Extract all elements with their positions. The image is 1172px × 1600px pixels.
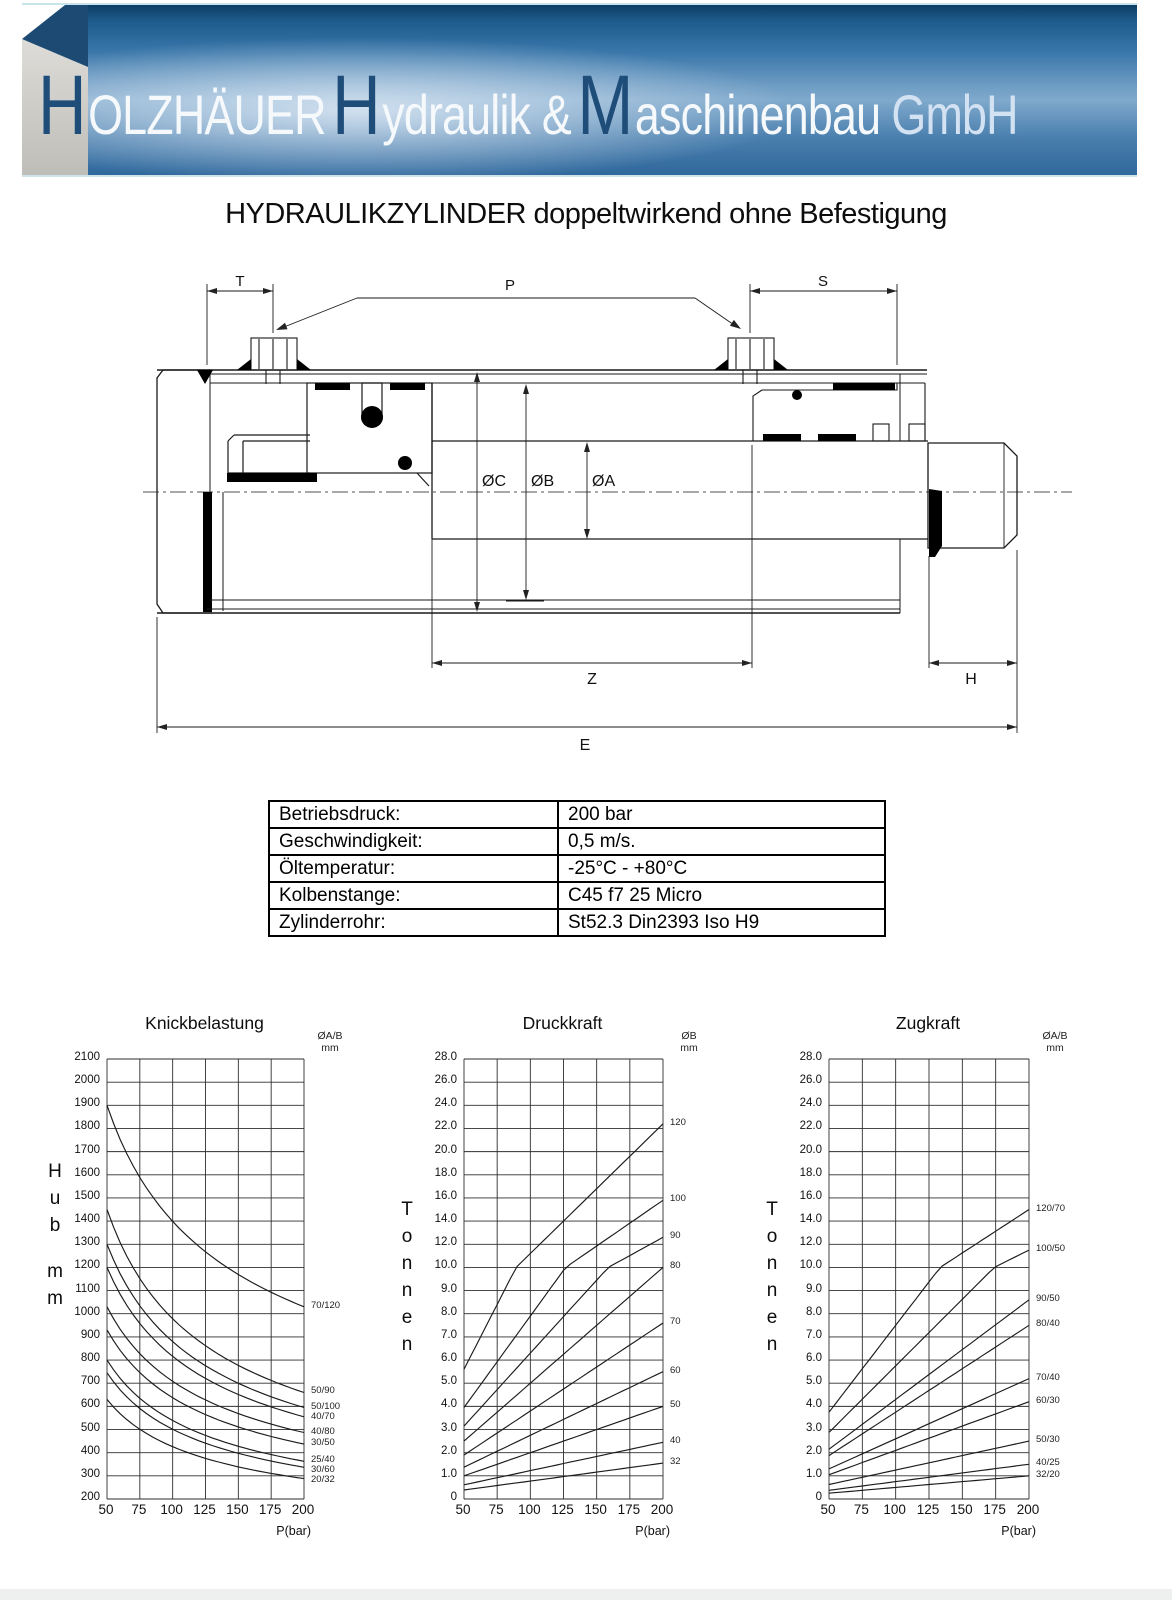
curve-label: 40/70 <box>311 1410 335 1422</box>
y-tick-label: 4.0 <box>441 1398 457 1411</box>
dimension-labels <box>235 273 976 754</box>
dim-label-ob: ØB <box>531 473 555 490</box>
dim-label-p: P <box>504 277 516 294</box>
x-tick-label: 175 <box>617 1502 641 1517</box>
chart-xaxis-label: P(bar) <box>276 1524 311 1538</box>
curve-label: 50/30 <box>1036 1434 1060 1446</box>
grid <box>464 1059 663 1499</box>
table-row <box>269 828 885 855</box>
ylabel-letter: m <box>47 1288 63 1309</box>
curve-label: 32/20 <box>1036 1468 1060 1480</box>
curve-label: 50/100 <box>311 1400 341 1412</box>
y-tick-label: 1600 <box>74 1166 100 1179</box>
x-tick-label: 125 <box>916 1502 940 1517</box>
logo-word-olzhauer: OLZHÄUER <box>88 83 326 146</box>
curve-label: 90 <box>670 1230 681 1242</box>
x-tick-label: 75 <box>488 1502 504 1517</box>
y-tick-label: 1500 <box>74 1189 100 1202</box>
y-tick-label: 1400 <box>74 1213 100 1226</box>
curve-label: 60 <box>670 1364 681 1376</box>
table-row <box>269 909 885 936</box>
x-tick-label: 200 <box>291 1502 315 1517</box>
ylabel-letter: n <box>766 1253 778 1274</box>
ylabel-letter: T <box>401 1199 413 1220</box>
chart-plot <box>106 1058 305 1500</box>
ylabel-letter: n <box>401 1253 413 1274</box>
y-tick-label: 9.0 <box>441 1282 457 1295</box>
y-tick-label: 600 <box>80 1398 100 1411</box>
y-tick-label: 2.0 <box>806 1444 822 1457</box>
chart-xaxis-label: P(bar) <box>1001 1524 1036 1538</box>
y-tick-label: 2.0 <box>441 1444 457 1457</box>
y-tick-label: 700 <box>80 1375 100 1388</box>
x-tick-label: 100 <box>883 1502 906 1517</box>
curve-label: 30/50 <box>311 1437 335 1449</box>
y-tick-label: 20.0 <box>799 1143 822 1156</box>
y-tick-label: 0 <box>815 1491 822 1503</box>
curve-label: 80/40 <box>1036 1318 1060 1330</box>
y-tick-label: 26.0 <box>434 1074 457 1087</box>
x-tick-label: 75 <box>131 1502 147 1517</box>
y-tick-label: 12.0 <box>799 1236 822 1249</box>
y-tick-label: 18.0 <box>799 1166 822 1179</box>
y-tick-label: 900 <box>80 1328 100 1341</box>
x-tick-label: 100 <box>518 1502 541 1517</box>
chart-title: Druckkraft <box>522 1013 603 1033</box>
spec-table <box>268 800 886 937</box>
y-tick-label: 8.0 <box>441 1305 457 1318</box>
y-tick-label: 10.0 <box>434 1259 457 1272</box>
logo-letter-h1: H <box>38 58 87 152</box>
y-tick-label: 5.0 <box>806 1375 822 1388</box>
y-tick-label: 10.0 <box>799 1259 822 1272</box>
piston-rod <box>432 383 928 539</box>
x-tick-label: 150 <box>584 1502 607 1517</box>
y-tick-label: 8.0 <box>806 1305 822 1318</box>
curve-label: 20/32 <box>311 1474 335 1486</box>
logo-letter-h2: H <box>332 58 381 152</box>
y-tick-label: 800 <box>80 1352 100 1365</box>
curve-label: 50/90 <box>311 1385 335 1397</box>
curve-label: 120/70 <box>1036 1202 1066 1214</box>
grid <box>829 1059 1029 1499</box>
spec-value: 200 bar <box>558 801 885 828</box>
ylabel-letter: m <box>47 1261 63 1282</box>
y-tick-label: 16.0 <box>799 1189 822 1202</box>
y-tick-label: 14.0 <box>799 1213 822 1226</box>
chart-title: Knickbelastung <box>145 1013 264 1033</box>
y-tick-label: 28.0 <box>434 1051 457 1063</box>
logo-word-gmbh: GmbH <box>891 83 1018 146</box>
ylabel-letter: e <box>766 1307 778 1328</box>
y-tick-label: 0 <box>450 1491 457 1503</box>
curve-label: 80 <box>670 1260 681 1272</box>
x-tick-label: 50 <box>455 1502 471 1517</box>
y-tick-label: 18.0 <box>434 1166 457 1179</box>
curve-label: 70/120 <box>311 1299 341 1311</box>
y-tick-label: 22.0 <box>799 1120 822 1133</box>
y-tick-label: 16.0 <box>434 1189 457 1202</box>
curve-label: 100/50 <box>1036 1243 1066 1255</box>
x-tick-label: 50 <box>820 1502 836 1517</box>
chart-unit-label: ØB mm <box>680 1030 698 1054</box>
ylabel-letter: H <box>48 1161 62 1182</box>
spec-value: C45 f7 25 Micro <box>558 882 885 909</box>
logo-word-maschinenbau: aschinenbau <box>634 83 881 146</box>
y-tick-label: 14.0 <box>434 1213 457 1226</box>
y-tick-label: 1200 <box>74 1259 100 1272</box>
spec-label: Öltemperatur: <box>269 855 558 882</box>
ylabel-letter: n <box>401 1280 413 1301</box>
x-tick-label: 200 <box>1016 1502 1040 1517</box>
spec-label: Kolbenstange: <box>269 882 558 909</box>
curve-label: 30/60 <box>311 1464 335 1476</box>
y-tick-label: 1.0 <box>806 1467 822 1480</box>
chart-xaxis-label: P(bar) <box>635 1524 670 1538</box>
page-title: HYDRAULIKZYLINDER doppeltwirkend ohne Befestigung <box>225 198 947 230</box>
dim-label-e: E <box>579 737 591 754</box>
curve-label: 40/80 <box>311 1425 335 1437</box>
curve-label: 60/30 <box>1036 1394 1060 1406</box>
x-tick-label: 125 <box>193 1502 216 1517</box>
x-tick-label: 50 <box>98 1502 114 1517</box>
ylabel-letter: T <box>766 1199 778 1220</box>
company-logo <box>38 58 1018 152</box>
chart-title: Zugkraft <box>895 1013 961 1033</box>
dim-label-z: Z <box>587 671 597 688</box>
chart-unit-label: ØA/B mm <box>1042 1030 1068 1054</box>
spec-value: -25°C - +80°C <box>558 855 885 882</box>
grid <box>107 1059 304 1499</box>
table-row <box>269 801 885 828</box>
y-tick-label: 1.0 <box>441 1467 457 1480</box>
rod-end-head <box>928 443 1017 557</box>
y-tick-label: 26.0 <box>799 1074 822 1087</box>
y-tick-label: 2000 <box>74 1074 100 1087</box>
curve-label: 40/25 <box>1036 1457 1060 1469</box>
piston-assembly <box>227 383 432 486</box>
y-tick-label: 4.0 <box>806 1398 822 1411</box>
weld-mark <box>197 370 213 384</box>
dimension-lines <box>157 284 1017 733</box>
dim-label-oc: ØC <box>482 473 506 490</box>
page-edge-strip <box>0 1589 1172 1600</box>
x-tick-label: 125 <box>551 1502 574 1517</box>
ylabel-letter: n <box>766 1280 778 1301</box>
y-tick-label: 7.0 <box>441 1328 457 1341</box>
x-tick-label: 75 <box>853 1502 869 1517</box>
x-tick-label: 175 <box>258 1502 282 1517</box>
y-tick-label: 1000 <box>74 1305 100 1318</box>
end-cap <box>157 370 223 613</box>
rod-gland <box>753 383 925 441</box>
dim-label-oa: ØA <box>592 473 616 490</box>
x-tick-label: 200 <box>650 1502 674 1517</box>
curve-label: 50 <box>670 1399 681 1411</box>
ylabel-letter: e <box>401 1307 413 1328</box>
y-tick-label: 5.0 <box>441 1375 457 1388</box>
dim-label-s: S <box>817 273 829 290</box>
y-tick-label: 1900 <box>74 1097 100 1110</box>
y-tick-label: 400 <box>80 1444 100 1457</box>
cylinder-section-drawing <box>140 262 1080 772</box>
y-tick-label: 22.0 <box>434 1120 457 1133</box>
dim-label-t: T <box>235 273 245 290</box>
ylabel-letter: o <box>766 1226 778 1247</box>
table-row <box>269 855 885 882</box>
curve-label: 32 <box>670 1456 681 1468</box>
y-tick-label: 7.0 <box>806 1328 822 1341</box>
x-tick-label: 150 <box>226 1502 249 1517</box>
y-tick-label: 24.0 <box>799 1097 822 1110</box>
spec-label: Geschwindigkeit: <box>269 828 558 855</box>
spec-label: Betriebsdruck: <box>269 801 558 828</box>
x-tick-label: 175 <box>983 1502 1006 1517</box>
x-tick-label: 100 <box>160 1502 183 1517</box>
y-tick-label: 1700 <box>74 1143 100 1156</box>
y-tick-label: 2100 <box>74 1051 100 1063</box>
chart-plot <box>463 1058 664 1500</box>
y-tick-label: 200 <box>80 1491 100 1503</box>
port-left <box>237 338 311 384</box>
y-tick-label: 6.0 <box>806 1352 822 1365</box>
ylabel-letter: b <box>49 1215 61 1236</box>
y-tick-label: 20.0 <box>434 1143 457 1156</box>
spec-label: Zylinderrohr: <box>269 909 558 936</box>
chart-plot <box>828 1058 1030 1500</box>
barrel <box>157 370 927 613</box>
curve-label: 40 <box>670 1435 681 1447</box>
y-tick-label: 1100 <box>75 1282 100 1295</box>
y-tick-label: 28.0 <box>799 1051 822 1063</box>
logo-word-hydraulik: ydraulik & <box>382 83 571 146</box>
y-tick-label: 9.0 <box>806 1282 822 1295</box>
curve-label: 100 <box>670 1193 686 1205</box>
curve-label: 25/40 <box>311 1454 335 1466</box>
y-tick-label: 24.0 <box>434 1097 457 1110</box>
curve-label: 90/50 <box>1036 1292 1060 1304</box>
y-tick-label: 3.0 <box>806 1421 822 1434</box>
spec-value: 0,5 m/s. <box>558 828 885 855</box>
curve-label: 70/40 <box>1036 1371 1060 1383</box>
y-tick-label: 500 <box>80 1421 100 1434</box>
y-tick-label: 3.0 <box>441 1421 457 1434</box>
port-right <box>714 338 788 384</box>
ylabel-letter: u <box>49 1188 61 1209</box>
ylabel-letter: n <box>766 1334 778 1355</box>
company-banner <box>22 3 1137 177</box>
y-tick-label: 6.0 <box>441 1352 457 1365</box>
table-row <box>269 882 885 909</box>
curve-label: 70 <box>670 1316 681 1327</box>
y-tick-label: 1300 <box>74 1236 100 1249</box>
ylabel-letter: n <box>401 1334 413 1355</box>
chart-unit-label: ØA/B mm <box>317 1030 343 1054</box>
dim-label-h: H <box>965 671 977 688</box>
y-tick-label: 1800 <box>74 1120 100 1133</box>
y-tick-label: 300 <box>80 1467 100 1480</box>
ylabel-letter: o <box>401 1226 413 1247</box>
y-tick-label: 12.0 <box>434 1236 457 1249</box>
logo-letter-m: M <box>577 58 634 152</box>
curve-label: 120 <box>670 1116 686 1128</box>
x-tick-label: 150 <box>950 1502 973 1517</box>
spec-value: St52.3 Din2393 Iso H9 <box>558 909 885 936</box>
